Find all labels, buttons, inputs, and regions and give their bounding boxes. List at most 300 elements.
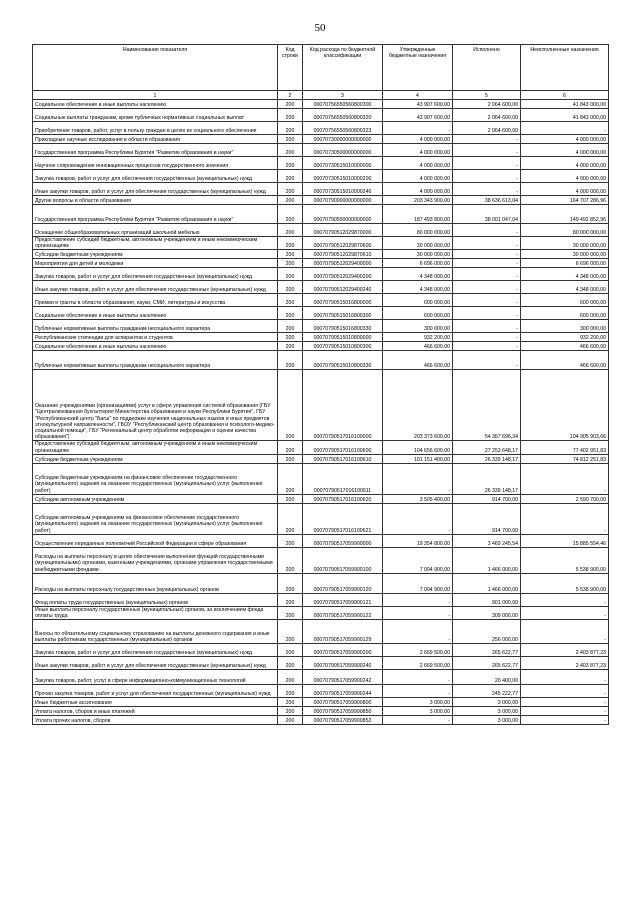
row-executed: 26 339 148,17 [453, 463, 521, 494]
row-executed: - [453, 170, 521, 183]
row-executed: - [453, 183, 521, 196]
row-code: 200 [278, 644, 303, 657]
row-approved: 4 000 000,00 [383, 170, 453, 183]
row-kbk: 00070790517059900122 [303, 606, 383, 619]
row-approved: 4 000 000,00 [383, 183, 453, 196]
row-kbk: 00070790517016100611 [303, 463, 383, 494]
table-row [33, 620, 609, 644]
row-name: Уплата налогов, сборов и иных платежей [33, 707, 278, 716]
row-approved: 101 151 400,00 [383, 454, 453, 463]
row-name: Другие вопросы в области образования [33, 196, 278, 205]
row-name: Субсидии бюджетным учреждениям на финансовое обеспечение государственного (муниципального) задания на оказание государственных (муниципальных) услуг (выполнение работ) [33, 463, 278, 494]
row-name: Фонд оплаты труда государственных (муниципальных) органов [33, 593, 278, 606]
row-unexecuted: 4 000 000,00 [521, 157, 609, 170]
row-code: 200 [278, 170, 303, 183]
row-unexecuted: 466 600,00 [521, 342, 609, 351]
row-kbk: 00070790517016100620 [303, 494, 383, 503]
row-executed: - [453, 268, 521, 281]
row-kbk: 00070790517016100621 [303, 503, 383, 534]
row-approved: 466 600,00 [383, 351, 453, 370]
row-unexecuted: 149 492 852,96 [521, 205, 609, 224]
row-code: 200 [278, 144, 303, 157]
row-approved: 3 505 400,00 [383, 494, 453, 503]
row-unexecuted: 30 000 000,00 [521, 237, 609, 250]
row-kbk: 00070790517059900200 [303, 644, 383, 657]
row-approved: 4 348 000,00 [383, 268, 453, 281]
row-name: Социальное обеспечение и иные выплаты населению [33, 307, 278, 320]
row-executed: 2 064 600,00 [453, 100, 521, 109]
row-executed: - [453, 333, 521, 342]
row-executed: 901 000,00 [453, 593, 521, 606]
row-kbk: 00070790517059900120 [303, 573, 383, 593]
row-executed: 38 636 613,04 [453, 196, 521, 205]
row-approved: 600 000,00 [383, 294, 453, 307]
table-row [33, 342, 609, 351]
row-kbk: 00070790517016100000 [303, 370, 383, 441]
row-approved: 30 000 000,00 [383, 250, 453, 259]
column-number: 2 [278, 91, 303, 100]
row-executed: 26 339 148,17 [453, 454, 521, 463]
row-unexecuted: 300 000,00 [521, 320, 609, 333]
column-number: 4 [383, 91, 453, 100]
table-row [33, 573, 609, 593]
row-executed: 245 222,77 [453, 685, 521, 698]
row-kbk: 00070730515010000000 [303, 157, 383, 170]
row-code: 200 [278, 157, 303, 170]
row-kbk: 00070730515010000240 [303, 183, 383, 196]
row-kbk: 00070790512029400240 [303, 281, 383, 294]
row-approved: 300 000,00 [383, 320, 453, 333]
row-approved: 187 493 800,00 [383, 205, 453, 224]
row-executed: 20 400,00 [453, 670, 521, 685]
row-code: 200 [278, 593, 303, 606]
row-approved: 6 696 000,00 [383, 259, 453, 268]
row-name: Социальное обеспечение и иные выплаты населению [33, 342, 278, 351]
table-row [33, 441, 609, 454]
table-row [33, 707, 609, 716]
row-executed: 54 367 696,34 [453, 370, 521, 441]
row-unexecuted: 2 590 700,00 [521, 494, 609, 503]
row-name: Прикладные научные исследования в области образования [33, 135, 278, 144]
table-row [33, 157, 609, 170]
row-kbk: 00070790000000000000 [303, 196, 383, 205]
table-row [33, 698, 609, 707]
column-number: 5 [453, 91, 521, 100]
row-kbk: 00070790517059900100 [303, 547, 383, 573]
table-row [33, 644, 609, 657]
row-code: 200 [278, 100, 303, 109]
row-code: 200 [278, 494, 303, 503]
row-code: 200 [278, 268, 303, 281]
row-kbk: 00070790512029870600 [303, 237, 383, 250]
row-executed: - [453, 320, 521, 333]
row-unexecuted: 466 600,00 [521, 351, 609, 370]
table-row [33, 259, 609, 268]
row-name: Премии и гранты в области образования, науки, СМИ, литературы и искусства [33, 294, 278, 307]
table-row [33, 685, 609, 698]
row-unexecuted: - [521, 122, 609, 135]
row-kbk: 00070730500000000000 [303, 144, 383, 157]
row-approved: 4 000 000,00 [383, 135, 453, 144]
row-code: 200 [278, 657, 303, 670]
row-executed: 3 469 245,54 [453, 534, 521, 547]
row-approved: 600 000,00 [383, 307, 453, 320]
row-unexecuted: 4 000 000,00 [521, 183, 609, 196]
row-approved: - [383, 606, 453, 619]
row-code: 200 [278, 237, 303, 250]
row-code: 200 [278, 620, 303, 644]
table-row [33, 109, 609, 122]
row-name: Иные бюджетные ассигнования [33, 698, 278, 707]
row-approved: 3 000,00 [383, 698, 453, 707]
row-unexecuted: 41 843 000,00 [521, 109, 609, 122]
table-row [33, 224, 609, 237]
row-code: 200 [278, 463, 303, 494]
column-numbers-row [33, 91, 609, 100]
header-kbk: Код расхода по бюджетной классификации [303, 45, 383, 91]
row-kbk: 00070756550560800300 [303, 100, 383, 109]
row-approved: - [383, 463, 453, 494]
row-kbk: 00070790515010800330 [303, 351, 383, 370]
row-code: 200 [278, 259, 303, 268]
row-approved: 3 000,00 [383, 707, 453, 716]
row-approved: 4 000 000,00 [383, 157, 453, 170]
table-row [33, 716, 609, 725]
row-name: Закупка товаров, работ и услуг для обеспечения государственных (муниципальных) нужд [33, 644, 278, 657]
row-name: Иные закупки товаров, работ и услуг для обеспечения государственных (муниципальных) нужд [33, 183, 278, 196]
row-unexecuted: 600 000,00 [521, 294, 609, 307]
row-approved: - [383, 620, 453, 644]
row-code: 200 [278, 224, 303, 237]
row-kbk: 00070790517059900800 [303, 698, 383, 707]
row-code: 200 [278, 441, 303, 454]
row-name: Научное сопровождение инновационных процессов государственного значения [33, 157, 278, 170]
row-kbk: 00070790512029870610 [303, 250, 383, 259]
row-executed: 3 000,00 [453, 707, 521, 716]
row-name: Социальные выплаты гражданам, кроме публичных нормативных социальных выплат [33, 109, 278, 122]
row-executed: - [453, 342, 521, 351]
row-code: 200 [278, 294, 303, 307]
row-code: 200 [278, 534, 303, 547]
row-approved: - [383, 503, 453, 534]
row-executed: - [453, 294, 521, 307]
row-code: 200 [278, 351, 303, 370]
column-number: 3 [303, 91, 383, 100]
row-approved: 7 004 900,00 [383, 547, 453, 573]
row-unexecuted: - [521, 670, 609, 685]
row-approved: 932 200,00 [383, 333, 453, 342]
row-name: Приобретение товаров, работ, услуг в пользу граждан в целях их социального обеспечения [33, 122, 278, 135]
row-name: Закупка товаров, работ и услуг для обеспечения государственных (муниципальных) нужд [33, 170, 278, 183]
row-code: 200 [278, 281, 303, 294]
row-approved: - [383, 716, 453, 725]
row-kbk: 00070790517059900244 [303, 685, 383, 698]
row-kbk: 00070790512029400200 [303, 268, 383, 281]
row-name: Закупка товаров, работ, услуг в сфере информационно-коммуникационных технологий [33, 670, 278, 685]
table-row [33, 670, 609, 685]
row-name: Субсидии бюджетным учреждениям [33, 454, 278, 463]
row-unexecuted: 6 696 000,00 [521, 259, 609, 268]
row-unexecuted: - [521, 620, 609, 644]
table-row [33, 237, 609, 250]
table-row [33, 463, 609, 494]
row-executed: 3 000,00 [453, 698, 521, 707]
row-code: 200 [278, 135, 303, 144]
row-unexecuted: 41 843 000,00 [521, 100, 609, 109]
header-name: Наименование показателя [33, 45, 278, 91]
row-kbk: 00070756550560800320 [303, 109, 383, 122]
row-name: Иные выплаты персоналу государственных (муниципальных) органов, за исключением фонда оплаты труда [33, 606, 278, 619]
row-approved: 466 600,00 [383, 342, 453, 351]
row-unexecuted: 80 000 000,00 [521, 224, 609, 237]
header-approved: Утвержденные бюджетные назначения [383, 45, 453, 91]
row-name: Оказание учреждениями (организациями) услуг в сфере управления системой образования (ГБУ "Централизованная бухгалтерия Министерства образования и науки Республики Бурятия", ГБУ "Республиканский центр "Багш" по поддержке изучения национальных языков и иных предметов этнокультурной направленности", ГБОУ "Республиканский центр образования и психолого-медико-социальной помощи", ГБУ "Региональный центр обработки информации и оценки качества образования") [33, 370, 278, 441]
row-unexecuted: 4 348 000,00 [521, 281, 609, 294]
row-code: 200 [278, 307, 303, 320]
row-executed: 27 253 648,17 [453, 441, 521, 454]
row-approved: 2 669 500,00 [383, 657, 453, 670]
row-executed: 1 466 000,00 [453, 547, 521, 573]
row-unexecuted: 4 000 000,00 [521, 144, 609, 157]
table-row [33, 170, 609, 183]
row-code: 200 [278, 454, 303, 463]
row-name: Иные закупки товаров, работ и услуг для обеспечения государственных (муниципальных) нужд [33, 657, 278, 670]
row-code: 200 [278, 320, 303, 333]
table-row [33, 593, 609, 606]
row-unexecuted: - [521, 463, 609, 494]
row-name: Расходы на выплаты персоналу государственных (муниципальных) органов [33, 573, 278, 593]
table-row [33, 370, 609, 441]
table-row [33, 606, 609, 619]
row-kbk: 00070790517059900000 [303, 534, 383, 547]
row-code: 200 [278, 205, 303, 224]
row-name: Уплата прочих налогов, сборов [33, 716, 278, 725]
row-code: 200 [278, 333, 303, 342]
table-row [33, 122, 609, 135]
row-approved: 2 669 500,00 [383, 644, 453, 657]
row-name: Государственная программа Республики Бурятия "Развитие образования и науки" [33, 144, 278, 157]
table-row [33, 454, 609, 463]
row-unexecuted: 4 000 000,00 [521, 135, 609, 144]
row-kbk: 00070790515010800000 [303, 333, 383, 342]
row-kbk: 00070790515016800330 [303, 320, 383, 333]
row-executed: - [453, 281, 521, 294]
table-row [33, 503, 609, 534]
header-row [33, 45, 609, 91]
row-kbk: 00070790517059900242 [303, 670, 383, 685]
table-row [33, 100, 609, 109]
row-approved: 7 004 900,00 [383, 573, 453, 593]
row-unexecuted: 932 200,00 [521, 333, 609, 342]
table-row [33, 281, 609, 294]
row-code: 200 [278, 122, 303, 135]
row-kbk: 00070790517059900850 [303, 707, 383, 716]
row-unexecuted: 5 538 900,00 [521, 547, 609, 573]
row-code: 200 [278, 503, 303, 534]
row-code: 200 [278, 370, 303, 441]
row-unexecuted: 30 000 000,00 [521, 250, 609, 259]
table-row [33, 494, 609, 503]
row-executed: 2 064 600,00 [453, 122, 521, 135]
row-unexecuted: - [521, 698, 609, 707]
row-name: Прочая закупка товаров, работ и услуг для обеспечения государственных (муниципальных) нужд [33, 685, 278, 698]
row-approved: 4 348 000,00 [383, 281, 453, 294]
table-row [33, 135, 609, 144]
row-unexecuted: 4 348 000,00 [521, 268, 609, 281]
row-executed: 38 001 047,04 [453, 205, 521, 224]
row-kbk: 00070790517059900852 [303, 716, 383, 725]
row-approved: - [383, 685, 453, 698]
table-row [33, 657, 609, 670]
row-unexecuted: 74 812 251,83 [521, 454, 609, 463]
row-unexecuted: 164 707 286,96 [521, 196, 609, 205]
row-name: Мероприятия для детей и молодежи [33, 259, 278, 268]
table-row [33, 351, 609, 370]
row-kbk: 00070790517059900129 [303, 620, 383, 644]
row-name: Предоставление субсидий бюджетным, автономным учреждениям и иным некоммерческим организациям [33, 441, 278, 454]
page-number: 50 [314, 22, 326, 34]
row-name: Расходы на выплаты персоналу в целях обеспечения выполнения функций государственными (муниципальными) органами, казенными учреждениями, органами управления государственными внебюджетными фондами [33, 547, 278, 573]
row-executed: - [453, 144, 521, 157]
row-executed: - [453, 259, 521, 268]
table-row [33, 144, 609, 157]
row-executed: - [453, 224, 521, 237]
column-number: 6 [521, 91, 609, 100]
row-approved: 19 354 800,00 [383, 534, 453, 547]
row-kbk: 00070730515010000200 [303, 170, 383, 183]
row-code: 200 [278, 707, 303, 716]
row-code: 200 [278, 670, 303, 685]
row-executed: - [453, 135, 521, 144]
row-name: Оснащение общеобразовательных организаций школьной мебелью [33, 224, 278, 237]
table-row [33, 547, 609, 573]
row-code: 200 [278, 342, 303, 351]
row-kbk: 00070730000000000000 [303, 135, 383, 144]
row-executed: - [453, 307, 521, 320]
row-code: 200 [278, 547, 303, 573]
row-approved: - [383, 122, 453, 135]
table-row [33, 268, 609, 281]
table-row [33, 320, 609, 333]
row-executed: 265 622,77 [453, 644, 521, 657]
row-unexecuted: 2 403 877,23 [521, 644, 609, 657]
row-unexecuted: 15 885 554,46 [521, 534, 609, 547]
row-kbk: 00070790517016100600 [303, 441, 383, 454]
row-name: Предоставление субсидий бюджетным, автономным учреждениям и иным некоммерческим организациям [33, 237, 278, 250]
row-approved: - [383, 670, 453, 685]
row-name: Осуществление переданных полномочий Российской Федерации в сфере образования [33, 534, 278, 547]
budget-execution-table [32, 44, 609, 725]
row-executed: 3 000,00 [453, 716, 521, 725]
row-kbk: 00070790512029870000 [303, 224, 383, 237]
row-unexecuted: - [521, 685, 609, 698]
row-name: Субсидии автономным учреждениям на финансовое обеспечение государственного (муниципального) задания на оказание государственных (муниципальных) услуг (выполнение работ) [33, 503, 278, 534]
row-unexecuted: - [521, 716, 609, 725]
row-approved: 80 000 000,00 [383, 224, 453, 237]
row-name: Субсидии автономным учреждениям [33, 494, 278, 503]
row-executed: 265 622,77 [453, 657, 521, 670]
table-row [33, 250, 609, 259]
row-name: Иные закупки товаров, работ и услуг для обеспечения государственных (муниципальных) нужд [33, 281, 278, 294]
row-approved: - [383, 593, 453, 606]
row-kbk: 00070790512029400000 [303, 259, 383, 268]
row-code: 200 [278, 685, 303, 698]
row-executed: 1 466 000,00 [453, 573, 521, 593]
table-row [33, 205, 609, 224]
row-kbk: 00070790515016800000 [303, 294, 383, 307]
row-executed: 914 700,00 [453, 503, 521, 534]
row-unexecuted: - [521, 707, 609, 716]
row-executed: 256 000,00 [453, 620, 521, 644]
header-unexecuted: Неисполненные назначения [521, 45, 609, 91]
row-kbk: 00070790517059900240 [303, 657, 383, 670]
row-name: Социальное обеспечение и иные выплаты населению [33, 100, 278, 109]
row-unexecuted: 600 000,00 [521, 307, 609, 320]
row-name: Публичные нормативные выплаты гражданам несоциального характера [33, 351, 278, 370]
row-executed: 914 700,00 [453, 494, 521, 503]
row-code: 200 [278, 606, 303, 619]
row-executed: - [453, 351, 521, 370]
row-approved: 30 000 000,00 [383, 237, 453, 250]
row-kbk: 00070790515010800300 [303, 342, 383, 351]
row-name: Республиканские стипендии для аспирантов и студентов [33, 333, 278, 342]
column-number: 1 [33, 91, 278, 100]
row-code: 200 [278, 196, 303, 205]
row-approved: 43 907 600,00 [383, 100, 453, 109]
row-code: 200 [278, 698, 303, 707]
row-executed: - [453, 157, 521, 170]
row-approved: 104 656 600,00 [383, 441, 453, 454]
row-name: Субсидии бюджетным учреждениям [33, 250, 278, 259]
row-approved: 203 373 600,00 [383, 370, 453, 441]
row-kbk: 00070790500000000000 [303, 205, 383, 224]
row-kbk: 00070790515016800300 [303, 307, 383, 320]
row-code: 200 [278, 716, 303, 725]
table-row [33, 307, 609, 320]
row-unexecuted: - [521, 606, 609, 619]
row-approved: 43 907 600,00 [383, 109, 453, 122]
row-unexecuted: 2 403 877,23 [521, 657, 609, 670]
row-kbk: 00070790517059900121 [303, 593, 383, 606]
row-name: Закупка товаров, работ и услуг для обеспечения государственных (муниципальных) нужд [33, 268, 278, 281]
table-row [33, 333, 609, 342]
table-row [33, 183, 609, 196]
row-executed: - [453, 237, 521, 250]
row-unexecuted: - [521, 593, 609, 606]
table-row [33, 294, 609, 307]
row-kbk: 00070790517016100610 [303, 454, 383, 463]
header-code: Код строки [278, 45, 303, 91]
header-executed: Исполнено [453, 45, 521, 91]
row-unexecuted: 77 402 951,83 [521, 441, 609, 454]
row-name: Взносы по обязательному социальному страхованию на выплаты денежного содержания и иные выплаты работникам государственных (муниципальных) органов [33, 620, 278, 644]
row-unexecuted: - [521, 503, 609, 534]
row-executed: 2 064 600,00 [453, 109, 521, 122]
row-code: 200 [278, 573, 303, 593]
row-code: 200 [278, 250, 303, 259]
row-approved: 203 343 900,00 [383, 196, 453, 205]
row-code: 200 [278, 109, 303, 122]
row-executed: - [453, 250, 521, 259]
row-approved: 4 000 000,00 [383, 144, 453, 157]
row-unexecuted: 4 000 000,00 [521, 170, 609, 183]
row-unexecuted: 104 905 903,66 [521, 370, 609, 441]
row-name: Государственная программа Республики Бурятия "Развитие образования и науки" [33, 205, 278, 224]
row-unexecuted: 5 538 900,00 [521, 573, 609, 593]
row-kbk: 00070756550560800323 [303, 122, 383, 135]
row-code: 200 [278, 183, 303, 196]
table-row [33, 534, 609, 547]
